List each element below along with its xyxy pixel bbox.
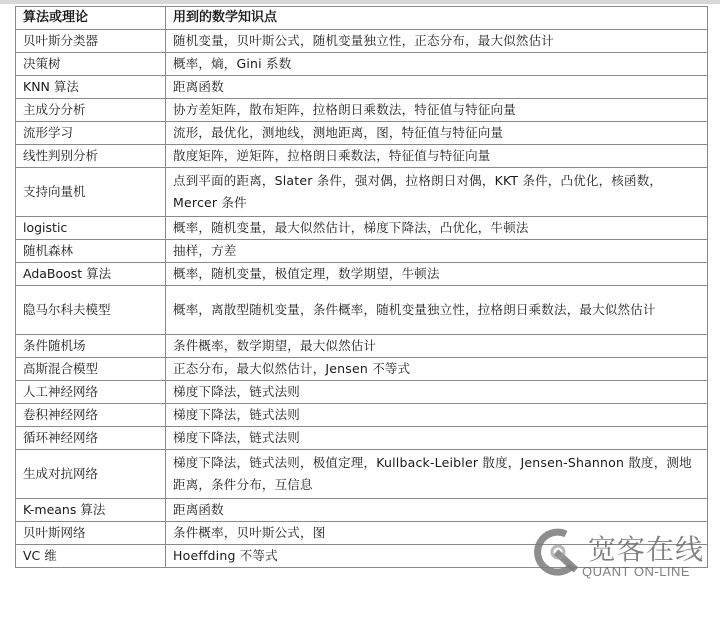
table-row — [16, 522, 708, 545]
algorithm-cell: 支持向量机 — [16, 168, 166, 217]
math-cell: 正态分布，最大似然估计，Jensen 不等式 — [166, 358, 708, 381]
math-cell: 抽样，方差 — [166, 240, 708, 263]
watermark-en-text: QUANT ON-LINE — [582, 564, 691, 579]
algorithm-cell: VC 维 — [16, 545, 166, 568]
table-row — [16, 358, 708, 381]
algorithm-cell: 高斯混合模型 — [16, 358, 166, 381]
math-cell: 距离函数 — [166, 76, 708, 99]
algorithm-cell: 循环神经网络 — [16, 427, 166, 450]
algorithm-cell: 隐马尔科夫模型 — [16, 286, 166, 335]
table-row — [16, 30, 708, 53]
table-row — [16, 404, 708, 427]
table-row — [16, 217, 708, 240]
math-cell: 流形，最优化，测地线，测地距离，图，特征值与特征向量 — [166, 122, 708, 145]
math-cell: 梯度下降法，链式法则 — [166, 404, 708, 427]
table-row — [16, 168, 708, 217]
algorithm-cell: 贝叶斯分类器 — [16, 30, 166, 53]
header-algorithm: 算法或理论 — [16, 7, 166, 30]
table-row — [16, 499, 708, 522]
table-row — [16, 263, 708, 286]
algorithm-cell: K-means 算法 — [16, 499, 166, 522]
math-cell: 梯度下降法，链式法则，极值定理，Kullback-Leibler 散度，Jensen-Shannon 散度，测地距离，条件分布，互信息 — [166, 450, 708, 499]
math-cell: 距离函数 — [166, 499, 708, 522]
algorithm-cell: 贝叶斯网络 — [16, 522, 166, 545]
header-math-knowledge: 用到的数学知识点 — [166, 7, 708, 30]
table-row — [16, 335, 708, 358]
algorithm-cell: 人工神经网络 — [16, 381, 166, 404]
math-cell: 协方差矩阵，散布矩阵，拉格朗日乘数法，特征值与特征向量 — [166, 99, 708, 122]
algorithm-cell: 线性判别分析 — [16, 145, 166, 168]
table-row — [16, 427, 708, 450]
math-cell: 概率，随机变量，最大似然估计，梯度下降法，凸优化，牛顿法 — [166, 217, 708, 240]
math-cell: 点到平面的距离，Slater 条件，强对偶，拉格朗日对偶，KKT 条件，凸优化，核函数，Mercer 条件 — [166, 168, 708, 217]
math-cell: 散度矩阵，逆矩阵，拉格朗日乘数法，特征值与特征向量 — [166, 145, 708, 168]
table-row — [16, 145, 708, 168]
table-row — [16, 99, 708, 122]
algorithm-cell: 随机森林 — [16, 240, 166, 263]
algorithm-cell: 条件随机场 — [16, 335, 166, 358]
algorithm-cell: 流形学习 — [16, 122, 166, 145]
algorithm-cell: 生成对抗网络 — [16, 450, 166, 499]
math-cell: 随机变量，贝叶斯公式，随机变量独立性，正态分布，最大似然估计 — [166, 30, 708, 53]
top-edge-strip — [0, 0, 720, 4]
math-cell: 条件概率，贝叶斯公式，图 — [166, 522, 708, 545]
algorithm-cell: AdaBoost 算法 — [16, 263, 166, 286]
table-row — [16, 76, 708, 99]
table-row — [16, 381, 708, 404]
algorithm-cell: KNN 算法 — [16, 76, 166, 99]
table-row — [16, 545, 708, 568]
algorithm-cell: logistic — [16, 217, 166, 240]
table-header-row — [16, 7, 708, 30]
math-cell: 梯度下降法，链式法则 — [166, 381, 708, 404]
algorithm-cell: 决策树 — [16, 53, 166, 76]
table-row — [16, 450, 708, 499]
table-row — [16, 286, 708, 335]
math-cell: 梯度下降法，链式法则 — [166, 427, 708, 450]
math-cell: 条件概率，数学期望，最大似然估计 — [166, 335, 708, 358]
algorithm-cell: 主成分分析 — [16, 99, 166, 122]
math-cell: Hoeffding 不等式 — [166, 545, 708, 568]
math-cell: 概率，离散型随机变量，条件概率，随机变量独立性，拉格朗日乘数法，最大似然估计 — [166, 286, 708, 335]
watermark-cn-text: 宽客在线 — [588, 533, 705, 566]
algorithm-cell: 卷积神经网络 — [16, 404, 166, 427]
table-row — [16, 122, 708, 145]
math-cell: 概率，随机变量，极值定理，数学期望，牛顿法 — [166, 263, 708, 286]
table-row — [16, 53, 708, 76]
table-row — [16, 240, 708, 263]
math-cell: 概率，熵，Gini 系数 — [166, 53, 708, 76]
algorithm-math-table — [15, 6, 708, 568]
